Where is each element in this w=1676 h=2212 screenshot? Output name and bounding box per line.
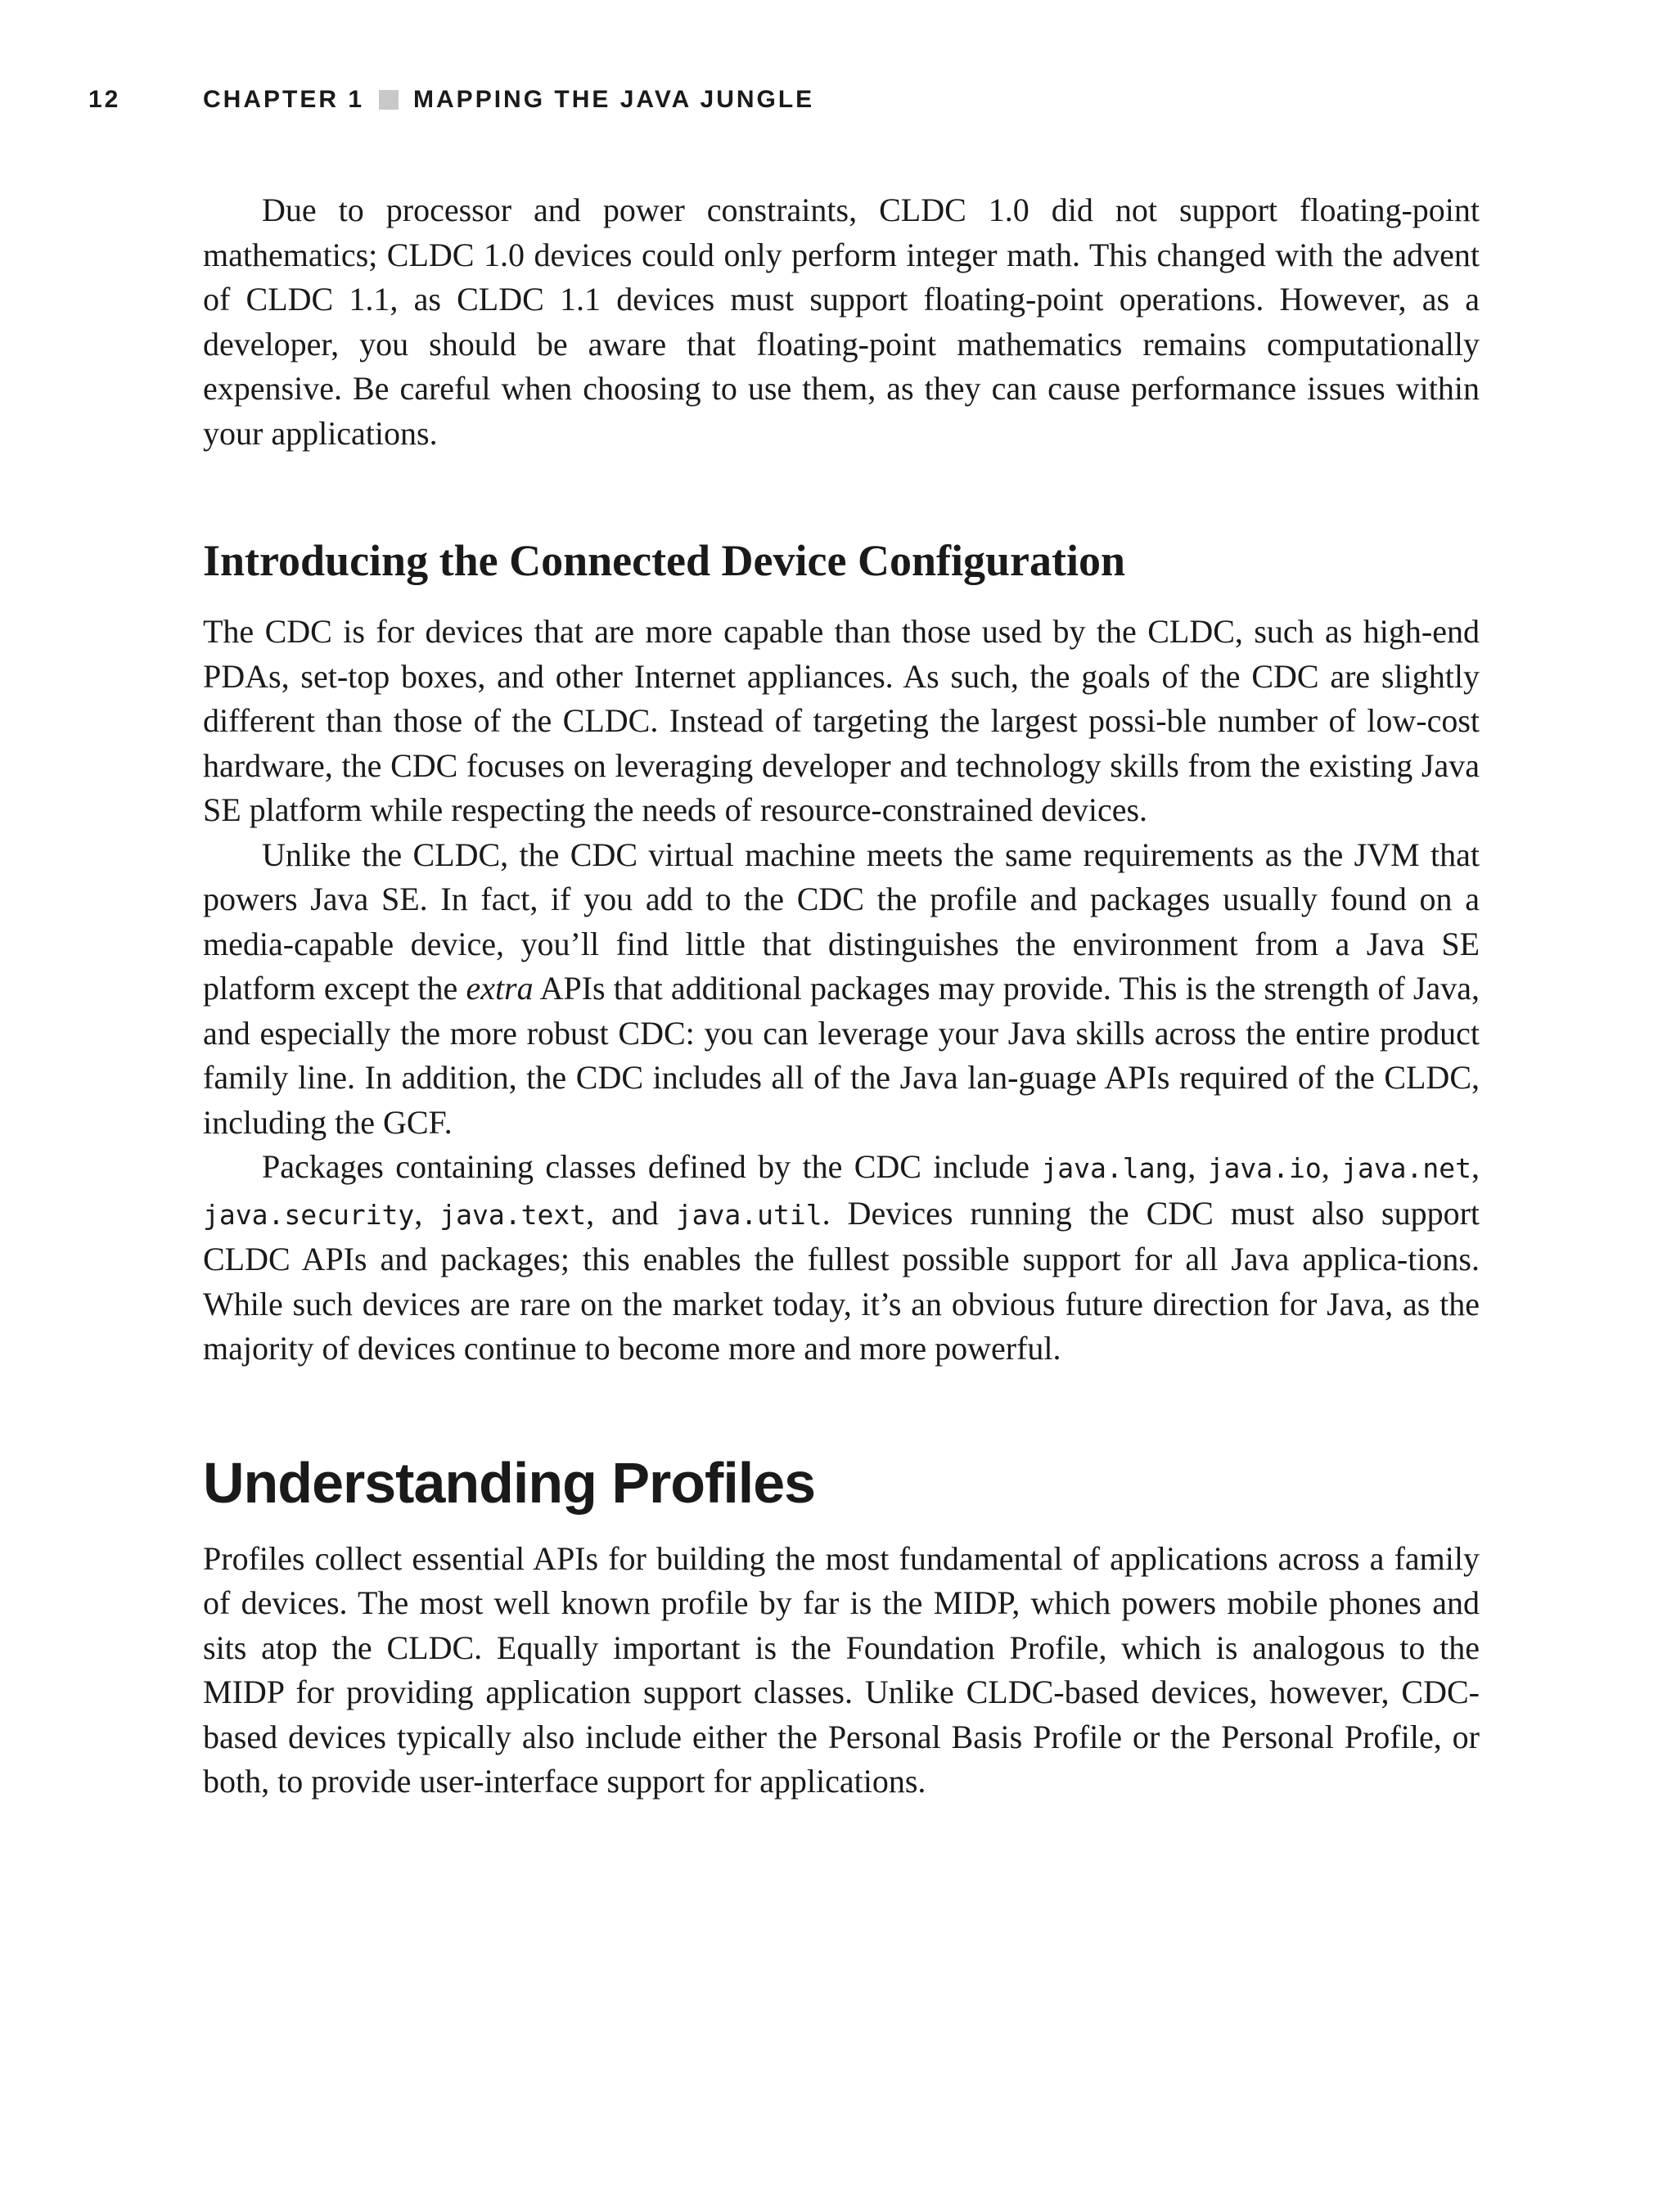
chapter-title: MAPPING THE JAVA JUNGLE xyxy=(413,86,815,113)
paragraph-floating-point: Due to processor and power constraints, CLDC 1.0 did not support floating-point mathematics; CLDC 1.0 devices could only perform integer math. This changed with the advent of CLDC 1.1, as CLDC 1.1 devices must support floating-point operations. However, as a developer, you should be aware that floating-point mathematics remains computationally expensive. Be careful when choosing to use them, as they can cause performance issues within your applications. xyxy=(203,191,1480,452)
code-java-text: java.text xyxy=(439,1198,587,1231)
code-java-util: java.util xyxy=(675,1198,822,1231)
text-span: APIs that additional packages may provide. This is the strength of Java, and especially the more robust CDC: you can leverage your Java skills across the entire product family line. In addition, the CDC includes all of the Java lan-guage APIs required of the CLDC, including the GCF. xyxy=(203,970,1480,1141)
separator-box-icon xyxy=(379,90,399,110)
page-body xyxy=(203,188,1480,1804)
section-heading-cdc: Introducing the Connected Device Configuration xyxy=(203,536,1125,585)
paragraph-profiles: Profiles collect essential APIs for building the most fundamental of applications across a family of devices. The most well known profile by far is the MIDP, which powers mobile phones and sits atop the CLDC. Equally important is the Foundation Profile, which is analogous to the MIDP for providing application support classes. Unlike CLDC-based devices, however, CDC-based devices typically also include either the Personal Basis Profile or the Personal Profile, or both, to provide user-interface support for applications. xyxy=(203,1539,1480,1800)
emphasis-extra: extra xyxy=(466,970,534,1007)
text-span: Unlike the CLDC, the CDC virtual machine meets the same requirements as the JVM that powers Java SE. In fact, if you add to the CDC the profile and packages usually found on a media-capable device, you’ll find little that distinguishes the environment from a Java SE platform except the xyxy=(203,836,1480,1007)
text-span: , and xyxy=(586,1194,676,1232)
text-span: . Devices running the CDC must also support CLDC APIs and packages; this enables the fullest possible support for all Java applica-tions. While such devices are rare on the market today, it’s an obvious future direction for Java, as the majority of devices continue to become more and more powerful. xyxy=(203,1194,1480,1367)
text-span: , xyxy=(1187,1148,1208,1185)
code-java-security: java.security xyxy=(203,1198,415,1231)
section-heading-profiles: Understanding Profiles xyxy=(203,1450,816,1515)
chapter-label: CHAPTER 1 xyxy=(203,86,365,113)
text-span: Packages containing classes defined by the CDC include xyxy=(262,1148,1042,1185)
code-java-lang: java.lang xyxy=(1041,1152,1188,1184)
text-span: , xyxy=(1321,1148,1342,1185)
page-number: 12 xyxy=(88,86,121,113)
paragraph-cdc-packages xyxy=(203,1145,1480,1372)
text-span: , xyxy=(414,1194,440,1232)
paragraph-cdc-vm xyxy=(203,833,1480,1146)
paragraph-cdc-intro: The CDC is for devices that are more capable than those used by the CLDC, such as high-end PDAs, set-top boxes, and other Internet appliances. As such, the goals of the CDC are slightly different than those of the CLDC. Instead of targeting the largest possi-ble number of low-cost hardware, the CDC focuses on leveraging developer and technology skills from the existing Java SE platform while respecting the needs of resource-constrained devices. xyxy=(203,613,1480,828)
text-span: , xyxy=(1471,1148,1480,1185)
code-java-net: java.net xyxy=(1341,1152,1472,1184)
running-head xyxy=(88,82,1545,118)
code-java-io: java.io xyxy=(1207,1152,1322,1184)
